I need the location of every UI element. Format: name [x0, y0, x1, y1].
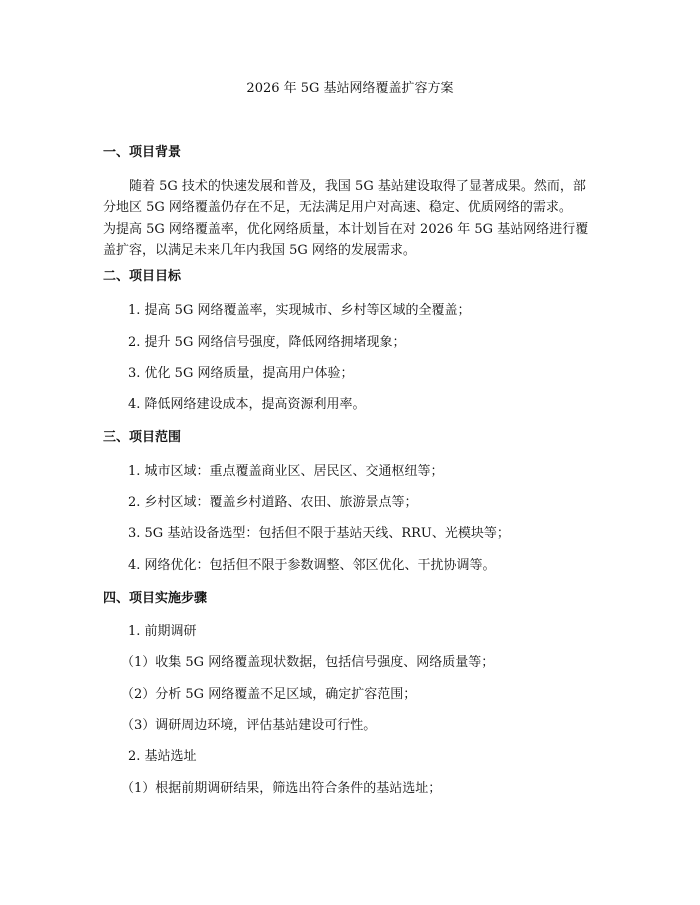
- step-label: 2. 基站选址: [128, 749, 197, 764]
- section-heading-scope: 三、项目范围: [103, 430, 182, 445]
- list-item: 4. 网络优化：包括但不限于参数调整、邻区优化、干扰协调等。: [128, 558, 496, 573]
- section-heading-goals: 二、项目目标: [103, 269, 182, 284]
- list-item: 2. 乡村区域：覆盖乡村道路、农田、旅游景点等；: [128, 495, 418, 510]
- background-paragraph: [103, 176, 601, 261]
- step-label: 1. 前期调研: [128, 624, 197, 639]
- list-item: 1. 城市区域：重点覆盖商业区、居民区、交通枢纽等；: [128, 464, 444, 479]
- document-title: 2026 年 5G 基站网络覆盖扩容方案: [246, 81, 454, 96]
- paragraph-line: 为提高 5G 网络覆盖率，优化网络质量，本计划旨在对 2026 年 5G 基站网络进行覆: [103, 221, 589, 237]
- list-item: 2. 提升 5G 网络信号强度，降低网络拥堵现象；: [128, 335, 406, 350]
- sub-item: （3）调研周边环境，评估基站建设可行性。: [121, 718, 377, 733]
- paragraph-line: 随着 5G 技术的快速发展和普及，我国 5G 基站建设取得了显著成果。然而，部: [129, 179, 586, 194]
- list-item: 1. 提高 5G 网络覆盖率，实现城市、乡村等区域的全覆盖；: [128, 303, 471, 318]
- sub-item: （2）分析 5G 网络覆盖不足区域，确定扩容范围；: [121, 687, 417, 702]
- sub-item: （1）根据前期调研结果，筛选出符合条件的基站选址；: [121, 781, 442, 796]
- paragraph-line: 分地区 5G 网络覆盖仍存在不足，无法满足用户对高速、稳定、优质网络的需求。: [103, 200, 572, 216]
- paragraph-line: 盖扩容，以满足未来几年内我国 5G 网络的发展需求。: [103, 242, 416, 258]
- section-heading-background: 一、项目背景: [103, 145, 182, 160]
- sub-item: （1）收集 5G 网络覆盖现状数据，包括信号强度、网络质量等；: [121, 655, 495, 670]
- list-item: 3. 优化 5G 网络质量，提高用户体验；: [128, 366, 354, 381]
- section-heading-steps: 四、项目实施步骤: [103, 591, 208, 606]
- list-item: 4. 降低网络建设成本，提高资源利用率。: [128, 397, 366, 412]
- list-item: 3. 5G 基站设备选型：包括但不限于基站天线、RRU、光模块等；: [128, 526, 510, 541]
